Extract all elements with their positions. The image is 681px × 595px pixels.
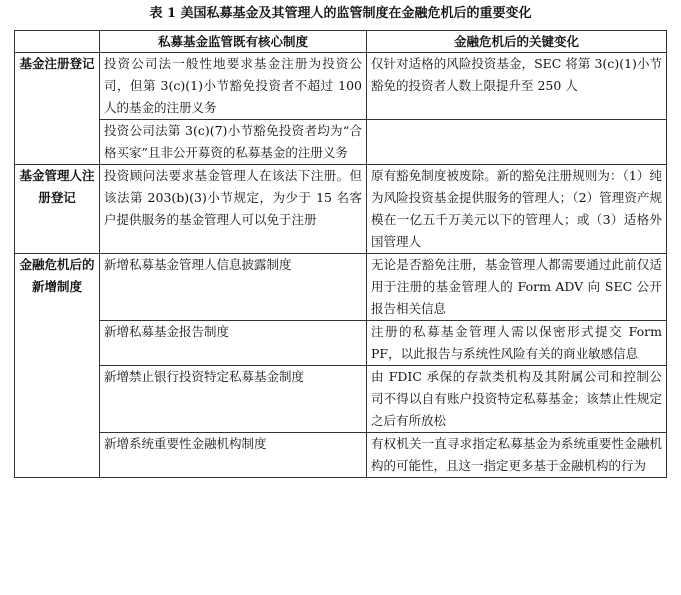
table-row bbox=[15, 254, 667, 321]
change-cell: 由 FDIC 承保的存款类机构及其附属公司和控制公司不得以自有账户投资特定私募基金；该禁止性规定之后有所放松 bbox=[367, 366, 667, 433]
core-cell: 新增私募基金管理人信息披露制度 bbox=[100, 254, 367, 321]
category-new-systems: 金融危机后的新增制度 bbox=[15, 254, 100, 478]
table-row bbox=[15, 165, 667, 254]
header-row bbox=[15, 31, 667, 53]
change-cell: 注册的私募基金管理人需以保密形式提交 Form PF，以此报告与系统性风险有关的商业敏感信息 bbox=[367, 321, 667, 366]
table-row bbox=[15, 321, 667, 366]
change-cell: 无论是否豁免注册，基金管理人都需要通过此前仅适用于注册的基金管理人的 Form ADV 向 SEC 公开报告相关信息 bbox=[367, 254, 667, 321]
core-cell: 投资公司法第 3(c)(7)小节豁免投资者均为“合格买家”且非公开募资的私募基金的注册义务 bbox=[100, 120, 367, 165]
header-core-system: 私募基金监管既有核心制度 bbox=[100, 31, 367, 53]
table-row bbox=[15, 433, 667, 478]
table-row bbox=[15, 120, 667, 165]
regulation-table bbox=[14, 30, 667, 478]
header-category bbox=[15, 31, 100, 53]
table-caption: 表 1 美国私募基金及其管理人的监管制度在金融危机后的重要变化 bbox=[149, 6, 532, 21]
table-row bbox=[15, 53, 667, 120]
category-manager-registration: 基金管理人注册登记 bbox=[15, 165, 100, 254]
category-fund-registration: 基金注册登记 bbox=[15, 53, 100, 165]
change-cell: 原有豁免制度被废除。新的豁免注册规则为：（1）纯为风险投资基金提供服务的管理人；（2）管理资产规模在一亿五千万美元以下的管理人；或（3）适格外国管理人 bbox=[367, 165, 667, 254]
change-cell: 仅针对适格的风险投资基金，SEC 将第 3(c)(1)小节豁免的投资者人数上限提升至 250 人 bbox=[367, 53, 667, 120]
core-cell: 新增系统重要性金融机构制度 bbox=[100, 433, 367, 478]
change-cell: 有权机关一直寻求指定私募基金为系统重要性金融机构的可能性，且这一指定更多基于金融机构的行为 bbox=[367, 433, 667, 478]
core-cell: 投资顾问法要求基金管理人在该法下注册。但该法第 203(b)(3)小节规定，为少于 15 名客户提供服务的基金管理人可以免于注册 bbox=[100, 165, 367, 254]
change-cell bbox=[367, 120, 667, 165]
header-key-changes: 金融危机后的关键变化 bbox=[367, 31, 667, 53]
core-cell: 新增禁止银行投资特定私募基金制度 bbox=[100, 366, 367, 433]
core-cell: 投资公司法一般性地要求基金注册为投资公司，但第 3(c)(1)小节豁免投资者不超过 100 人的基金的注册义务 bbox=[100, 53, 367, 120]
core-cell: 新增私募基金报告制度 bbox=[100, 321, 367, 366]
table-row bbox=[15, 366, 667, 433]
